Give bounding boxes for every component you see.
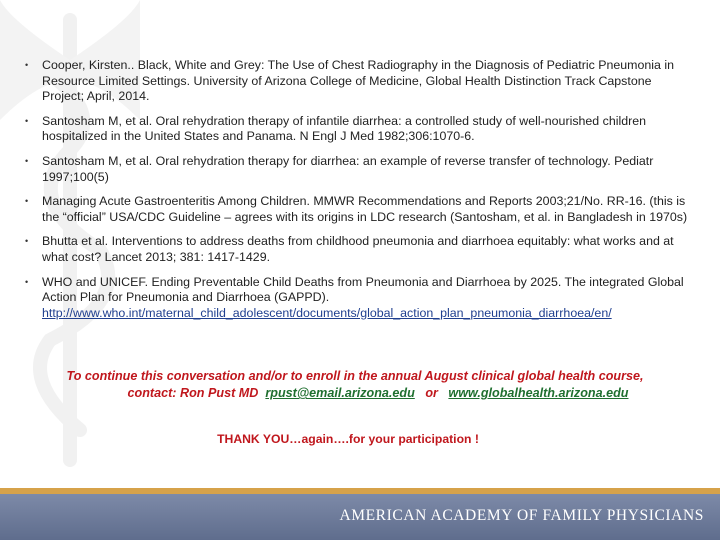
bullet-icon: • bbox=[25, 60, 29, 70]
bullet-icon: • bbox=[25, 196, 29, 207]
who-gappd-link[interactable]: http://www.who.int/maternal_child_adolescent/documents/global_action_plan_pneumonia_diarrhoea/en/ bbox=[42, 305, 612, 320]
bullet-icon: • bbox=[25, 155, 29, 166]
reference-item bbox=[22, 154, 692, 185]
course-enrollment-callout bbox=[10, 368, 700, 402]
email-link[interactable]: rpust@email.arizona.edu bbox=[265, 386, 415, 400]
footer-banner bbox=[0, 494, 720, 540]
reference-item bbox=[22, 234, 692, 265]
reference-text: WHO and UNICEF. Ending Preventable Child Deaths from Pneumonia and Diarrhoea by 2025. The integrated Global Action Plan for Pneumonia and Diarrhoea (GAPPD). bbox=[42, 274, 684, 305]
reference-list bbox=[22, 58, 692, 330]
bullet-icon: • bbox=[25, 115, 29, 126]
reference-item bbox=[22, 114, 692, 145]
reference-text: Bhutta et al. Interventions to address deaths from childhood pneumonia and diarrhoea equitably: what works and at what cost? Lancet 2013; 381: 1417-1429. bbox=[42, 234, 674, 264]
reference-text: Santosham M, et al. Oral rehydration therapy for diarrhea: an example of reverse transfer of technology. Pediatr 1997;100(5) bbox=[42, 153, 654, 184]
reference-item bbox=[22, 275, 692, 322]
reference-item bbox=[22, 58, 692, 105]
or-text: or bbox=[425, 386, 438, 400]
thank-you-message: THANK YOU…again….for your participation ! bbox=[217, 432, 479, 446]
contact-prefix: contact: Ron Pust MD bbox=[127, 386, 259, 400]
reference-text: Managing Acute Gastroenteritis Among Children. MMWR Recommendations and Reports 2003;21/No. RR-16. (this is the “official” USA/CDC Guideline – agrees with its origins in LDC research (Santosham, et al. in Bangladesh in 1970s) bbox=[42, 194, 688, 224]
bullet-icon: • bbox=[25, 236, 29, 247]
cta-line-1: To continue this conversation and/or to enroll in the annual August clinical global health course, bbox=[66, 369, 644, 383]
reference-text: Cooper, Kirsten.. Black, White and Grey: The Use of Chest Radiography in the Diagnosis of Pediatric Pneumonia in Resource Limited Settings. University of Arizona College of Medicine, Global Health Distinction Track Capstone Project; April, 2014. bbox=[42, 58, 675, 104]
bullet-icon: • bbox=[25, 276, 29, 287]
reference-text: Santosham M, et al. Oral rehydration therapy of infantile diarrhea: a controlled study of well-nourished children hospitalized in the United States and Panama. N Engl J Med 1982;306:1070-6. bbox=[42, 113, 647, 144]
cta-line-2 bbox=[10, 385, 700, 402]
footer-organization-name: AMERICAN ACADEMY OF FAMILY PHYSICIANS bbox=[339, 507, 704, 524]
website-link[interactable]: www.globalhealth.arizona.edu bbox=[448, 386, 629, 400]
reference-item bbox=[22, 194, 692, 225]
